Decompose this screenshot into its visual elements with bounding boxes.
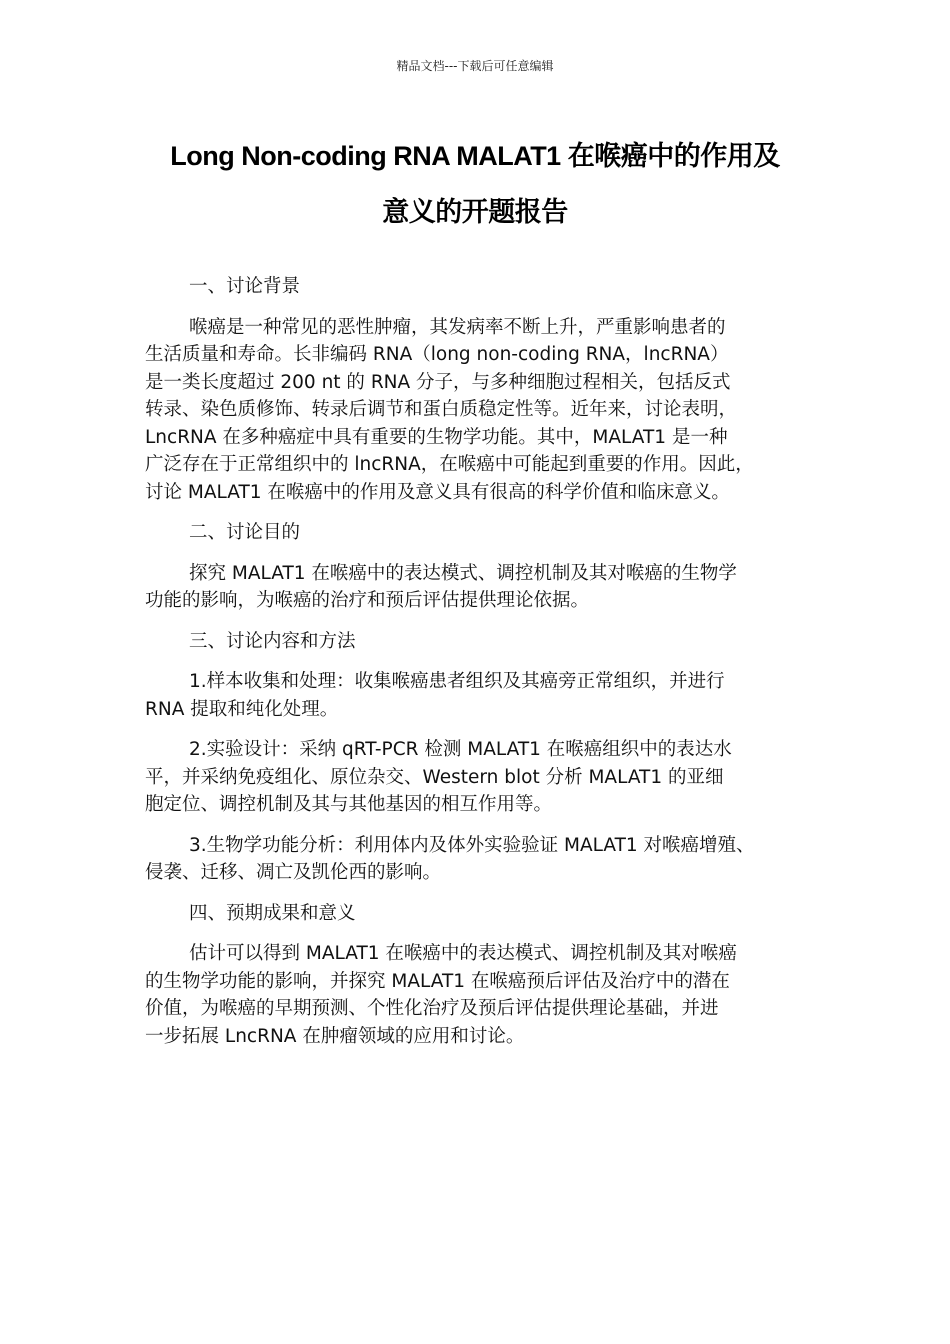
text-line: 侵袭、迁移、凋亡及凯伦西的影响。 (145, 862, 442, 883)
section-heading-methods: 三、讨论内容和方法 (189, 630, 356, 652)
text-line: 生活质量和寿命。长非编码 RNA（long non-coding RNA，lncRNA） (145, 344, 729, 365)
text-line: 胞定位、调控机制及其与其他基因的相互作用等。 (145, 794, 553, 815)
paragraph-experimental-design (145, 736, 810, 819)
title-line-2: 意义的开题报告 (382, 197, 568, 227)
text-line: LncRNA 在多种癌症中具有重要的生物学功能。其中，MALAT1 是一种 (145, 426, 728, 448)
document-title (120, 128, 830, 240)
text-line: 探究 MALAT1 在喉癌中的表达模式、调控机制及其对喉癌的生物学 (189, 562, 737, 584)
document-body (145, 273, 810, 1063)
text-line: 的生物学功能的影响，并探究 MALAT1 在喉癌预后评估及治疗中的潜在 (145, 970, 730, 992)
text-line: RNA 提取和纯化处理。 (145, 698, 339, 720)
text-line: 平，并采纳免疫组化、原位杂交、Western blot 分析 MALAT1 的亚细 (145, 766, 724, 788)
section-heading-background: 一、讨论背景 (189, 276, 301, 297)
header-note: 精品文档---下载后可任意编辑 (396, 59, 554, 73)
paragraph-expected-results (145, 940, 810, 1050)
title-line-1: Long Non-coding RNA MALAT1 在喉癌中的作用及 (170, 141, 780, 171)
text-line: 转录、染色质修饰、转录后调节和蛋白质稳定性等。近年来，讨论表明， (145, 399, 738, 420)
paragraph-sample-collection (145, 668, 810, 723)
text-line: 1.样本收集和处理：收集喉癌患者组织及其癌旁正常组织，并进行 (189, 671, 725, 692)
text-line: 2.实验设计：采纳 qRT-PCR 检测 MALAT1 在喉癌组织中的表达水 (189, 739, 732, 760)
text-line: 广泛存在于正常组织中的 lncRNA，在喉癌中可能起到重要的作用。因此， (145, 454, 754, 475)
text-line: 3.生物学功能分析：利用体内及体外实验验证 MALAT1 对喉癌增殖、 (189, 834, 755, 856)
section-heading-expected-results: 四、预期成果和意义 (189, 902, 356, 924)
paragraph-objective (145, 560, 810, 615)
text-line: 喉癌是一种常见的恶性肿瘤，其发病率不断上升，严重影响患者的 (189, 316, 726, 338)
text-line: 功能的影响，为喉癌的治疗和预后评估提供理论依据。 (145, 590, 590, 611)
text-line: 讨论 MALAT1 在喉癌中的作用及意义具有很高的科学价值和临床意义。 (145, 481, 730, 503)
text-line: 是一类长度超过 200 nt 的 RNA 分子，与多种细胞过程相关，包括反式 (145, 371, 731, 393)
paragraph-function-analysis (145, 832, 810, 887)
paragraph-background (145, 314, 810, 507)
text-line: 价值，为喉癌的早期预测、个性化治疗及预后评估提供理论基础，并进 (145, 998, 719, 1019)
text-line: 一步拓展 LncRNA 在肿瘤领域的应用和讨论。 (145, 1025, 525, 1047)
text-line: 估计可以得到 MALAT1 在喉癌中的表达模式、调控机制及其对喉癌 (189, 943, 737, 964)
section-heading-objective: 二、讨论目的 (189, 522, 301, 543)
